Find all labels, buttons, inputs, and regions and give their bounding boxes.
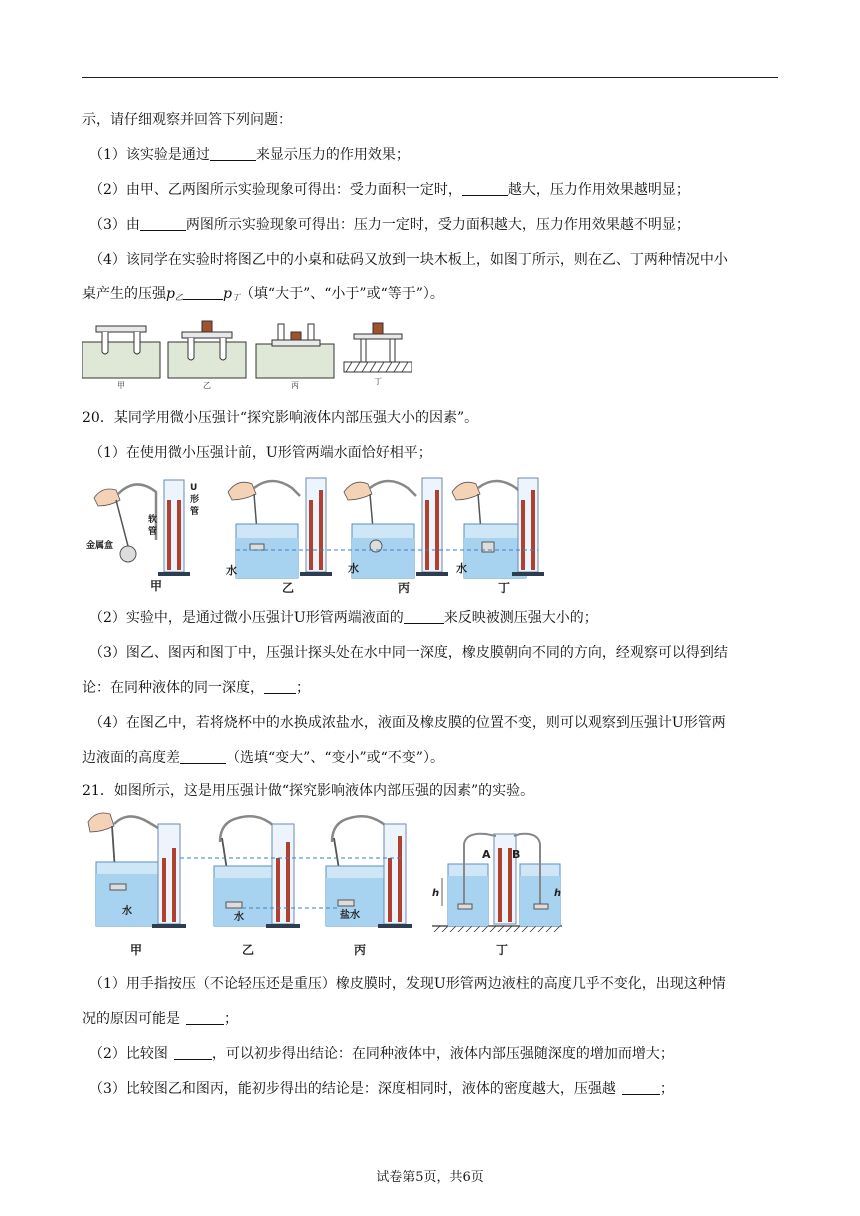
q19-figure: [82, 318, 412, 390]
fig-label-bing: 丙: [354, 943, 367, 957]
q21-setup-ding: [432, 834, 562, 957]
q21-part3: （3）比较图乙和图丙，能初步得出的结论是：深度相同时，液体的密度越大，压强越 ；: [89, 1081, 674, 1097]
q20-title: 20．某同学用微小压强计“探究影响液体内部压强大小的因素”。: [82, 410, 479, 426]
q21-figure: [86, 808, 562, 960]
q21-setup-yi: [214, 816, 300, 957]
page-footer: 试卷第5页，共6页: [376, 1170, 484, 1185]
answer-blank[interactable]: [264, 679, 296, 694]
q20-part4-line1: （4）在图乙中，若将烧杯中的水换成浓盐水，液面及橡皮膜的位置不变，则可以观察到压强计U形管两: [89, 715, 726, 731]
fig-label-yi: 乙: [203, 381, 211, 390]
q19-intro: 示，请仔细观察并回答下列问题：: [82, 112, 292, 128]
answer-blank[interactable]: [210, 146, 256, 161]
q19-part1: （1）该实验是通过 来显示压力的作用效果；: [89, 147, 410, 163]
answer-blank[interactable]: [183, 285, 223, 300]
q21-setup-jia: [88, 813, 186, 957]
q20-part3-line2: 论：在同种液体的同一深度， ；: [82, 680, 310, 696]
q20-setup-jia: [86, 480, 200, 593]
q20-part1: （1）在使用微小压强计前，U形管两端水面恰好相平；: [89, 445, 432, 461]
label-ruan: 软: [148, 515, 158, 525]
fig-label-yi: 乙: [242, 943, 255, 957]
q19-part4-line1: （4）该同学在实验时将图乙中的小桌和砝码又放到一块木板上，如图丁所示，则在乙、丁两种情况中小: [89, 252, 728, 268]
label-guan: 管: [190, 507, 200, 517]
q21-setup-bing: [326, 816, 412, 957]
fig-label-jia: 甲: [117, 381, 125, 390]
label-water: 水: [348, 562, 359, 575]
answer-blank[interactable]: [404, 609, 444, 624]
label-water: 水: [226, 564, 237, 577]
q20-setup-yi: [226, 478, 332, 594]
fig-label-ding: 丁: [498, 581, 511, 594]
label-water: 水: [234, 912, 244, 923]
sponge-yi: [168, 321, 246, 378]
label-b: B: [512, 848, 521, 861]
q19-part2: （2）由甲、乙两图所示实验现象可得出：受力面积一定时， 越大，压力作用效果越明显；: [89, 182, 690, 198]
q20-part3-line1: （3）图乙、图丙和图丁中，压强计探头处在水中同一深度，橡皮膜朝向不同的方向，经观察可以得到结: [89, 645, 728, 661]
q20-part2: （2）实验中，是通过微小压强计U形管两端液面的 来反映被测压强大小的；: [89, 610, 598, 626]
q20-part4-line2: 边液面的高度差 （选填“变大”、“变小”或“不变”）。: [82, 750, 444, 766]
header-rule: [82, 77, 778, 78]
q21-part2: （2）比较图 ，可以初步得出结论：在同种液体中，液体内部压强随深度的增加而增大；: [89, 1046, 674, 1062]
q19-part4-line2: 桌产生的压强$p_乙$ $p_丁$（填“大于”、“小于”或“等于”）。: [82, 286, 444, 302]
answer-blank[interactable]: [186, 1010, 224, 1025]
fig-label-ding: 丁: [374, 377, 382, 386]
q20-setup-ding: [452, 478, 544, 594]
answer-blank[interactable]: [622, 1080, 660, 1095]
q20-setup-bing: [344, 478, 448, 594]
label-water: 水: [456, 562, 467, 575]
q21-part1-line2: 况的原因可能是 ；: [82, 1011, 238, 1027]
answer-blank[interactable]: [140, 216, 186, 231]
label-water: 水: [122, 906, 132, 917]
label-xing: 形: [190, 495, 200, 505]
label-jinshuhe: 金属盒: [86, 541, 114, 551]
fig-label-bing: 丙: [398, 581, 411, 594]
label-h-left: h: [432, 888, 440, 899]
answer-blank[interactable]: [462, 181, 508, 196]
label-u: U: [190, 483, 198, 493]
sponge-jia: [82, 326, 160, 378]
fig-label-ding: 丁: [496, 943, 509, 957]
label-saltwater: 盐水: [340, 910, 360, 921]
label-a: A: [482, 848, 491, 861]
label-h-right: h: [554, 888, 562, 899]
q21-part1-line1: （1）用手指按压（不论轻压还是重压）橡皮膜时，发现U形管两边液柱的高度几乎不变化，出现这种情: [89, 976, 726, 992]
board-ding: [344, 323, 412, 372]
answer-blank[interactable]: [180, 749, 226, 764]
fig-label-jia: 甲: [130, 943, 143, 957]
fig-label-bing: 丙: [291, 381, 299, 390]
fig-label-yi: 乙: [282, 581, 295, 594]
q19-part3: （3）由 两图所示实验现象可得出：压力一定时，受力面积越大，压力作用效果越不明显；: [89, 217, 690, 233]
q20-figure: [86, 470, 546, 594]
sponge-bing: [256, 324, 334, 378]
label-guan2: 管: [148, 527, 158, 537]
answer-blank[interactable]: [174, 1045, 212, 1060]
fig-label-jia: 甲: [150, 579, 163, 593]
q21-title: 21．如图所示，这是用压强计做“探究影响液体内部压强的因素”的实验。: [82, 783, 535, 799]
